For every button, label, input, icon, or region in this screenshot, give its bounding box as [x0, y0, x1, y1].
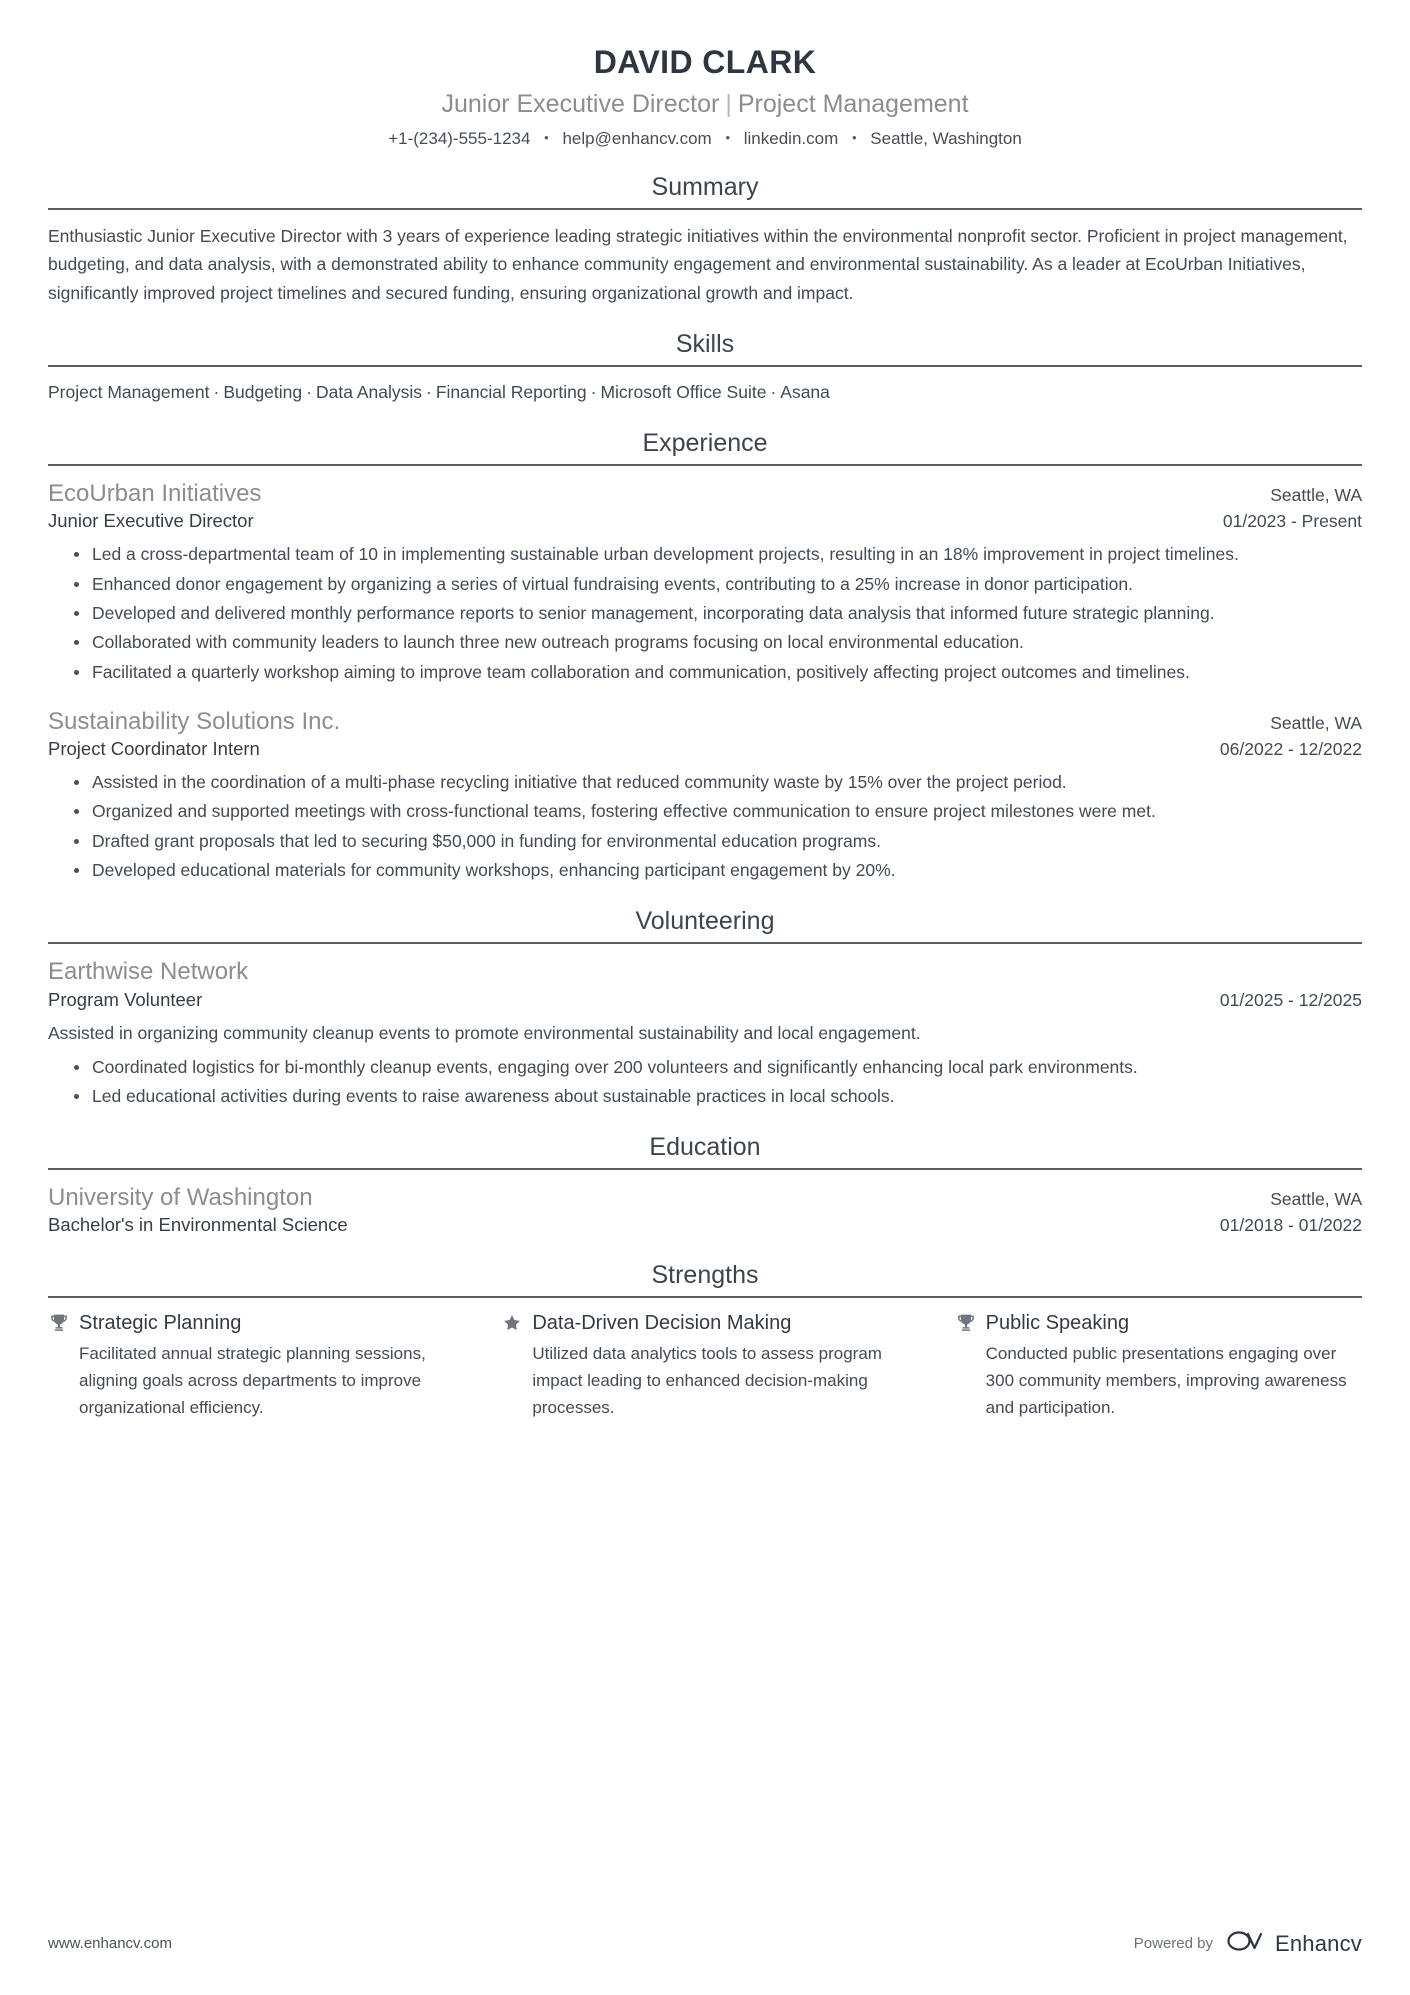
- entry: [48, 478, 1362, 686]
- entry-header-row: [48, 706, 1362, 737]
- strength-header: [501, 1310, 908, 1336]
- entry-subheader-row: [48, 988, 1362, 1013]
- education-entry-list: [48, 1182, 1362, 1238]
- strength-title: Strategic Planning: [79, 1312, 242, 1335]
- skill-separator-icon: ·: [426, 381, 432, 402]
- contact-phone: +1-(234)-555-1234: [388, 128, 531, 148]
- entry-role: Junior Executive Director: [48, 510, 254, 532]
- skill-separator-icon: ·: [213, 381, 220, 402]
- entry-organization: Sustainability Solutions Inc.: [48, 707, 341, 735]
- entry-header-row: [48, 1182, 1362, 1213]
- section-divider: [48, 208, 1362, 210]
- list-item: Led a cross-departmental team of 10 in implementing sustainable urban development projects, resulting in an 18% improvement in project timelines.: [74, 540, 1362, 568]
- entry-header-row: [48, 478, 1362, 509]
- section-summary: [48, 172, 1362, 307]
- list-item: Collaborated with community leaders to launch three new outreach programs focusing on local environmental education.: [74, 628, 1362, 656]
- contact-linkedin[interactable]: linkedin.com: [743, 128, 839, 148]
- entry-location: Seattle, WA: [1270, 712, 1362, 733]
- section-skills: [48, 329, 1362, 406]
- trophy-icon: [48, 1312, 70, 1334]
- section-title-education: Education: [649, 1133, 761, 1162]
- strength-description: Utilized data analytics tools to assess program impact leading to enhanced decision-making processes.: [532, 1344, 882, 1418]
- list-item: Led educational activities during events to raise awareness about sustainable practices in local schools.: [74, 1082, 1362, 1110]
- skill-separator-icon: ·: [306, 381, 312, 402]
- strength-title: Public Speaking: [985, 1312, 1130, 1335]
- entry-organization: Earthwise Network: [48, 958, 249, 986]
- list-item: Developed and delivered monthly performance reports to senior management, incorporating data analysis that informed future strategic planning.: [74, 599, 1362, 627]
- footer-branding: [1134, 1928, 1362, 1959]
- entry-dates: 06/2022 - 12/2022: [1219, 739, 1362, 760]
- strength-item: [501, 1310, 908, 1422]
- section-divider: [48, 464, 1362, 466]
- entry-subheader-row: [48, 737, 1362, 762]
- section-title-strengths: Strengths: [651, 1261, 759, 1290]
- headline-field: Project Management: [737, 89, 969, 118]
- skill-item: Financial Reporting: [435, 381, 587, 402]
- list-item: Developed educational materials for community workshops, enhancing participant engagement by 20%.: [74, 856, 1362, 884]
- list-item: Facilitated a quarterly workshop aiming to improve team collaboration and communication, positively affecting project outcomes and timelines.: [74, 658, 1362, 686]
- list-item: Assisted in the coordination of a multi-phase recycling initiative that reduced community waste by 15% over the project period.: [74, 768, 1362, 796]
- section-volunteering: [48, 906, 1362, 1110]
- section-divider: [48, 1168, 1362, 1170]
- section-divider: [48, 365, 1362, 367]
- brand-logo: [1227, 1928, 1362, 1959]
- entry-description: Assisted in organizing community cleanup events to promote environmental sustainability and local engagement.: [48, 1022, 921, 1043]
- section-divider: [48, 942, 1362, 944]
- entry-location: Seattle, WA: [1270, 1189, 1362, 1210]
- entry-role: Bachelor's in Environmental Science: [48, 1214, 348, 1236]
- contact-line: [48, 128, 1362, 150]
- contact-separator-icon: •: [851, 129, 857, 145]
- section-experience: [48, 428, 1362, 884]
- list-item: Enhanced donor engagement by organizing a series of virtual fundraising events, contributing to a 25% increase in donor participation.: [74, 570, 1362, 598]
- footer-url[interactable]: www.enhancv.com: [48, 1935, 172, 1952]
- headline: [48, 89, 1362, 119]
- section-title-volunteering: Volunteering: [635, 907, 775, 936]
- contact-email[interactable]: help@enhancv.com: [562, 128, 712, 148]
- strengths-grid: [48, 1310, 1362, 1422]
- section-title-experience: Experience: [642, 429, 768, 457]
- page-footer: [48, 1928, 1362, 1959]
- section-title-skills: Skills: [675, 329, 735, 358]
- entry-location: Seattle, WA: [1270, 485, 1362, 505]
- list-item: Organized and supported meetings with cross-functional teams, fostering effective communication to ensure project milestones were met.: [74, 797, 1362, 825]
- entry-dates: 01/2025 - 12/2025: [1219, 989, 1362, 1010]
- star-icon: [501, 1312, 523, 1334]
- skill-item: Data Analysis: [315, 381, 422, 402]
- entry-organization: University of Washington: [48, 1184, 313, 1212]
- headline-role: Junior Executive Director: [441, 89, 720, 118]
- section-title-summary: Summary: [651, 172, 759, 201]
- entry-dates: 01/2018 - 01/2022: [1219, 1215, 1362, 1236]
- powered-by-label: Powered by: [1133, 1935, 1213, 1952]
- strength-description: Facilitated annual strategic planning sessions, aligning goals across departments to improve organizational efficiency.: [79, 1344, 426, 1418]
- strength-item: [48, 1310, 455, 1422]
- skill-item: Budgeting: [223, 381, 303, 402]
- skill-item: Microsoft Office Suite: [600, 381, 767, 402]
- strength-header: [48, 1310, 455, 1336]
- skill-separator-icon: ·: [770, 381, 777, 402]
- strength-title: Data-Driven Decision Making: [532, 1312, 792, 1335]
- entry-subheader-row: [48, 509, 1362, 534]
- strength-description: Conducted public presentations engaging over 300 community members, improving awareness and participation.: [985, 1344, 1347, 1418]
- skill-separator-icon: ·: [590, 381, 597, 402]
- entry-bullet-list: [48, 540, 1362, 686]
- experience-entry-list: [48, 478, 1362, 884]
- entry-bullet-list: [48, 768, 1362, 884]
- trophy-icon: [955, 1312, 977, 1334]
- entry-subheader-row: [48, 1213, 1362, 1238]
- entry-header-row: [48, 956, 1362, 987]
- brand-name: Enhancv: [1274, 1930, 1362, 1956]
- resume-header: [48, 40, 1362, 150]
- entry-organization: EcoUrban Initiatives: [48, 480, 262, 507]
- entry: [48, 1182, 1362, 1238]
- list-item: Coordinated logistics for bi-monthly cleanup events, engaging over 200 volunteers and significantly enhancing local park environments.: [74, 1053, 1362, 1081]
- volunteering-entry-list: [48, 956, 1362, 1110]
- contact-separator-icon: •: [544, 129, 549, 145]
- strength-item: [955, 1310, 1362, 1422]
- skill-item: Asana: [780, 381, 830, 402]
- entry: [48, 706, 1362, 885]
- contact-location: Seattle, Washington: [870, 128, 1022, 148]
- list-item: Drafted grant proposals that led to securing $50,000 in funding for environmental education programs.: [74, 827, 1362, 855]
- section-education: [48, 1132, 1362, 1238]
- entry-bullet-list: [48, 1053, 1362, 1111]
- headline-divider: |: [725, 89, 732, 118]
- skill-item: Project Management: [48, 381, 210, 402]
- summary-text: Enthusiastic Junior Executive Director with 3 years of experience leading strategic initiatives within the environmental nonprofit sector. Proficient in project management, budgeting, and data analysis, with a demonstrated ability to enhance community engagement and environmental sustainability. As a leader at EcoUrban Initiatives, significantly improved project timelines and secured funding, ensuring organizational growth and impact.: [48, 225, 1348, 303]
- entry-role: Project Coordinator Intern: [48, 738, 260, 760]
- page-title: DAVID CLARK: [593, 44, 817, 80]
- enhancv-logo-icon: [1227, 1928, 1267, 1959]
- section-divider: [48, 1296, 1362, 1298]
- entry-role: Program Volunteer: [48, 988, 203, 1010]
- entry: [48, 956, 1362, 1110]
- contact-separator-icon: •: [725, 129, 731, 145]
- skills-list: [48, 379, 1362, 406]
- section-strengths: [48, 1260, 1362, 1422]
- entry-dates: 01/2023 - Present: [1222, 511, 1362, 532]
- strength-header: [955, 1310, 1362, 1336]
